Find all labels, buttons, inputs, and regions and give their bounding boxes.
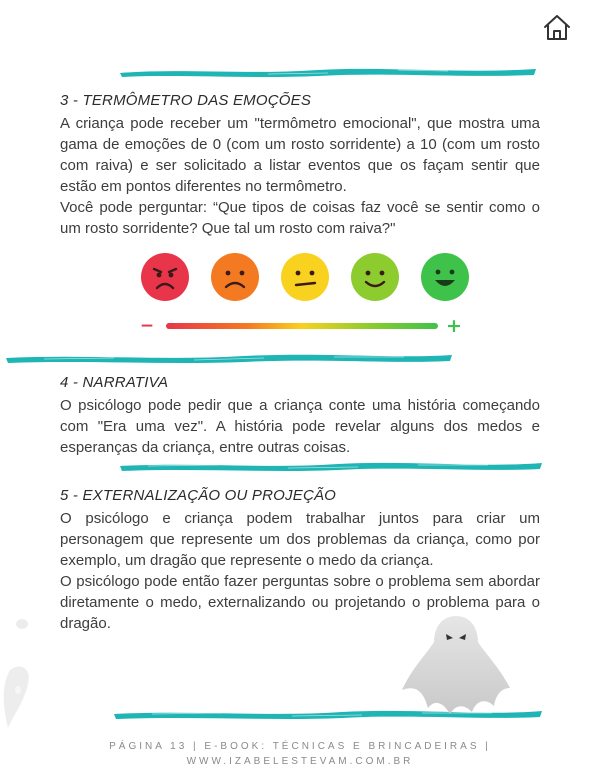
brush-divider-3	[118, 458, 544, 474]
emotion-meter	[140, 318, 470, 334]
section5-line: abordar diretamente o medo, externalizando ou projetando o	[60, 573, 540, 611]
decorative-smudges	[0, 610, 50, 740]
sad-face-icon	[211, 253, 259, 301]
emotion-faces	[140, 252, 470, 304]
section5-line: problema para o dragão.	[60, 594, 541, 632]
ghost-icon	[398, 612, 514, 716]
section3-line: um rosto sorridente? Que tal um rosto com raiva?"	[60, 220, 396, 237]
brush-divider-top	[118, 64, 538, 80]
section5-line: O psicólogo pode então fazer perguntas sobre o problema sem	[60, 573, 484, 590]
home-icon[interactable]	[542, 12, 572, 42]
section5-line: O psicólogo e criança podem trabalhar juntos para criar um	[60, 510, 540, 527]
section3-line: A criança pode receber um "termômetro emocional", que mostra uma	[60, 115, 540, 132]
footer-line1: PÁGINA 13 | E-BOOK: TÉCNICAS E BRINCADEIRAS |	[109, 741, 491, 752]
section3-title: 3 - TERMÔMETRO DAS EMOÇÕES	[60, 92, 312, 109]
minus-sign: −	[140, 318, 155, 334]
section3-line: com raiva) e ser solicitado a listar eventos que os façam sentir que	[60, 157, 540, 174]
section3-body	[60, 113, 540, 239]
section4-body	[60, 395, 540, 458]
section4-line: O psicólogo pode pedir que a criança conte uma história começando	[60, 397, 540, 414]
section4-line: esperanças da criança, entre outras coisas.	[60, 439, 351, 456]
footer-link[interactable]: WWW.IZABELESTEVAM.COM.BR	[186, 756, 414, 767]
section5-title: 5 - EXTERNALIZAÇÃO OU PROJEÇÃO	[60, 487, 337, 504]
neutral-face-icon	[281, 253, 329, 301]
section3-line: gama de emoções de 0 (com um rosto sorridente) a 10 (com um rosto	[60, 136, 540, 153]
section4-title: 4 - NARRATIVA	[60, 374, 169, 391]
section3-line: estão em pontos diferentes no termômetro.	[60, 178, 347, 195]
section5-line: exemplo, um dragão que represente o medo da criança.	[60, 552, 434, 569]
section3-line: Você pode perguntar: “Que tipos de coisas faz você se sentir como o	[60, 199, 540, 216]
brush-divider-2	[4, 350, 454, 366]
smile-face-icon	[351, 253, 399, 301]
angry-face-icon	[141, 253, 189, 301]
happy-face-icon	[421, 253, 469, 301]
section4-line: com "Era uma vez". A história pode revelar alguns dos medos e	[60, 418, 540, 435]
plus-sign: +	[446, 318, 462, 334]
section5-line: personagem que represente um dos problemas da criança, como por	[60, 531, 540, 548]
